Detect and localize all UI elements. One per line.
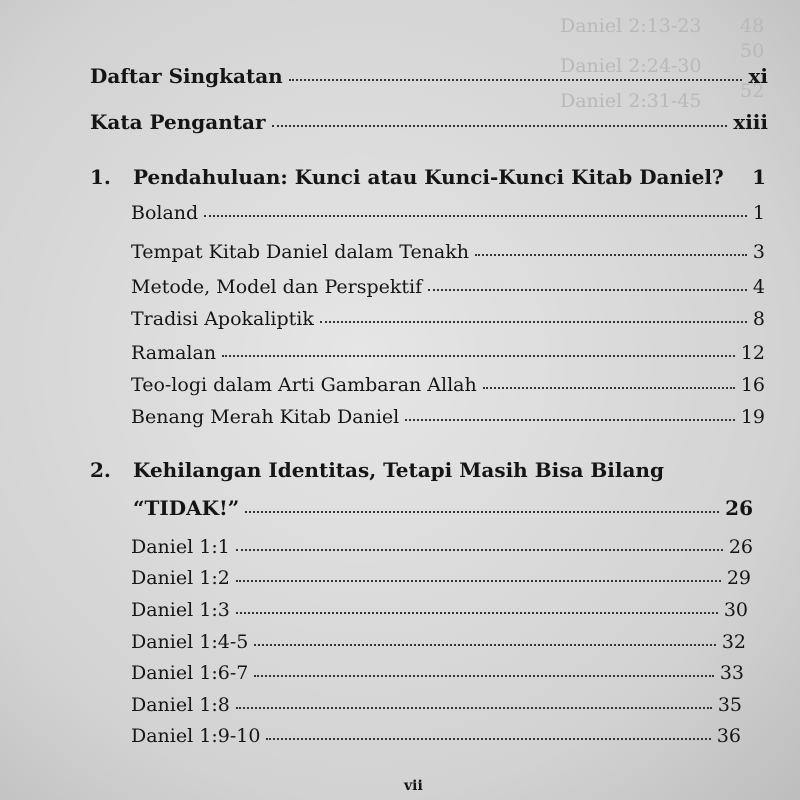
leader-dots xyxy=(204,215,747,217)
ghost-page-number: 52 xyxy=(740,80,765,102)
section-label: Daniel 1:2 xyxy=(131,567,230,589)
chapter-title[interactable]: Kehilangan Identitas, Tetapi Masih Bisa Bilang xyxy=(133,458,664,482)
section-label: Boland xyxy=(131,202,199,224)
toc-section-entry[interactable] xyxy=(131,536,753,558)
toc-section-entry[interactable] xyxy=(131,276,765,298)
leader-dots xyxy=(320,321,747,323)
section-page: 35 xyxy=(717,694,742,716)
leader-dots xyxy=(222,355,735,357)
leader-dots xyxy=(483,387,735,389)
section-label: Daniel 1:1 xyxy=(131,536,230,558)
toc-entry-daftar-singkatan[interactable] xyxy=(90,64,768,88)
toc-section-entry[interactable] xyxy=(131,631,746,653)
chapter-2-title-entry[interactable] xyxy=(133,496,753,520)
section-page: 30 xyxy=(723,599,748,621)
ghost-page-number: 48 xyxy=(740,15,765,37)
section-page: 36 xyxy=(716,725,741,747)
leader-dots xyxy=(236,549,723,551)
section-label: Daniel 1:4-5 xyxy=(131,631,249,653)
chapter-title: Pendahuluan: Kunci atau Kunci-Kunci Kitab Daniel? xyxy=(133,165,724,189)
toc-section-entry[interactable] xyxy=(131,342,765,364)
toc-section-entry[interactable] xyxy=(131,567,751,589)
toc-section-entry[interactable] xyxy=(131,241,765,263)
section-label: Tempat Kitab Daniel dalam Tenakh xyxy=(131,241,470,263)
toc-section-entry[interactable] xyxy=(131,694,742,716)
leader-dots xyxy=(236,612,718,614)
section-label: Ramalan xyxy=(131,342,217,364)
section-label: Metode, Model dan Perspektif xyxy=(131,276,423,298)
toc-section-entry[interactable] xyxy=(131,202,765,224)
toc-entry-page: xi xyxy=(748,64,768,88)
ghost-text: Daniel 2:13-23 xyxy=(560,15,702,37)
section-label: Teo-logi dalam Arti Gambaran Allah xyxy=(131,374,477,396)
page-number-footer: vii xyxy=(404,778,423,794)
leader-dots xyxy=(254,675,713,677)
section-page: 4 xyxy=(752,276,765,298)
chapter-title: “TIDAK!” xyxy=(133,496,240,520)
section-page: 29 xyxy=(726,567,751,589)
leader-dots xyxy=(475,254,747,256)
toc-section-entry[interactable] xyxy=(131,406,765,428)
leader-dots xyxy=(245,511,719,513)
section-page: 8 xyxy=(752,308,765,330)
leader-dots xyxy=(272,125,728,127)
section-page: 33 xyxy=(719,662,744,684)
chapter-number: 1. xyxy=(90,165,111,189)
leader-dots xyxy=(254,644,715,646)
toc-section-entry[interactable] xyxy=(131,374,765,396)
section-page: 12 xyxy=(740,342,765,364)
section-page: 1 xyxy=(752,202,765,224)
section-label: Tradisi Apokaliptik xyxy=(131,308,314,330)
leader-dots xyxy=(236,580,721,582)
leader-dots xyxy=(236,707,712,709)
section-label: Daniel 1:6-7 xyxy=(131,662,249,684)
section-label: Daniel 1:8 xyxy=(131,694,230,716)
section-page: 32 xyxy=(721,631,746,653)
ghost-text: Daniel 2:31-45 xyxy=(560,90,702,112)
ghost-page-number: 50 xyxy=(740,40,765,62)
toc-entry-label: Kata Pengantar xyxy=(90,110,266,134)
toc-section-entry[interactable] xyxy=(131,599,748,621)
leader-dots xyxy=(289,79,743,81)
leader-dots xyxy=(405,419,735,421)
section-label: Daniel 1:9-10 xyxy=(131,725,261,747)
toc-entry-kata-pengantar[interactable] xyxy=(90,110,768,134)
ghost-text: Daniel 2:24-30 xyxy=(560,55,702,77)
chapter-number: 2. xyxy=(90,458,111,482)
leader-dots xyxy=(266,738,710,740)
section-page: 26 xyxy=(728,536,753,558)
section-page: 19 xyxy=(740,406,765,428)
toc-entry-label: Daftar Singkatan xyxy=(90,64,283,88)
section-label: Daniel 1:3 xyxy=(131,599,230,621)
toc-section-entry[interactable] xyxy=(131,662,744,684)
toc-entry-page: xiii xyxy=(733,110,768,134)
section-label: Benang Merah Kitab Daniel xyxy=(131,406,400,428)
toc-section-entry[interactable] xyxy=(131,308,765,330)
toc-section-entry[interactable] xyxy=(131,725,741,747)
chapter-page: 1 xyxy=(752,165,766,189)
chapter-1-title-entry[interactable] xyxy=(133,165,766,189)
chapter-page: 26 xyxy=(725,496,753,520)
section-page: 16 xyxy=(740,374,765,396)
leader-dots xyxy=(428,289,747,291)
section-page: 3 xyxy=(752,241,765,263)
